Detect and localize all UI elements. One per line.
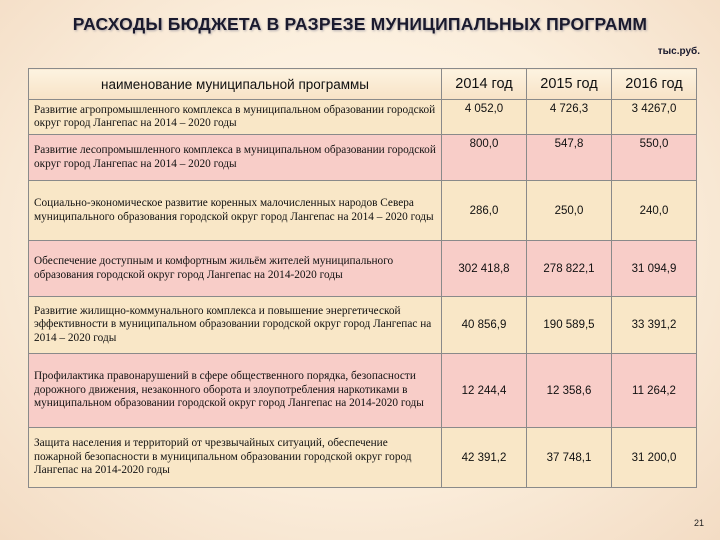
value-2014: 42 391,2 (442, 428, 527, 488)
page-title: РАСХОДЫ БЮДЖЕТА В РАЗРЕЗЕ МУНИЦИПАЛЬНЫХ ПРОГРАММ (72, 14, 648, 34)
value-2015: 278 822,1 (527, 241, 612, 297)
table-row (29, 135, 697, 181)
program-name: Защита населения и территорий от чрезвычайных ситуаций, обеспечение пожарной безопасности в муниципальном образовании городской округ город Лангепас на 2014-2020 годы (29, 428, 442, 488)
table-header-row (29, 69, 697, 100)
header-2015: 2015 год (527, 69, 612, 100)
value-2014: 4 052,0 (442, 100, 527, 135)
program-name: Профилактика правонарушений в сфере общественного порядка, безопасности дорожного движения, незаконного оборота и злоупотребления наркотиками в муниципальном образовании городской округ город Лангепас на 2014-2020 годы (29, 354, 442, 428)
value-2015: 190 589,5 (527, 297, 612, 354)
table-row (29, 241, 697, 297)
program-name: Социально-экономическое развитие коренных малочисленных народов Севера муниципального образования городской округ город Лангепас на 2014 – 2020 годы (29, 181, 442, 241)
value-2015: 37 748,1 (527, 428, 612, 488)
table-row (29, 100, 697, 135)
table-row (29, 297, 697, 354)
value-2016: 550,0 (612, 135, 697, 181)
page-number: 21 (693, 518, 704, 528)
value-2014: 286,0 (442, 181, 527, 241)
budget-table (28, 68, 697, 488)
units-label: тыс.руб. (657, 46, 700, 57)
value-2014: 302 418,8 (442, 241, 527, 297)
value-2015: 12 358,6 (527, 354, 612, 428)
value-2016: 11 264,2 (612, 354, 697, 428)
program-name: Развитие лесопромышленного комплекса в муниципальном образовании городской округ город Лангепас на 2014 – 2020 годы (29, 135, 442, 181)
value-2016: 31 200,0 (612, 428, 697, 488)
program-name: Обеспечение доступным и комфортным жильём жителей муниципального образования городской округ город Лангепас на 2014-2020 годы (29, 241, 442, 297)
value-2016: 240,0 (612, 181, 697, 241)
program-name: Развитие агропромышленного комплекса в муниципальном образовании городской округ город Лангепас на 2014 – 2020 годы (29, 100, 442, 135)
header-2016: 2016 год (612, 69, 697, 100)
program-name: Развитие жилищно-коммунального комплекса и повышение энергетической эффективности в муниципальном образовании городской округ город Лангепас на 2014 – 2020 годы (29, 297, 442, 354)
value-2016: 33 391,2 (612, 297, 697, 354)
value-2014: 40 856,9 (442, 297, 527, 354)
value-2014: 800,0 (442, 135, 527, 181)
value-2015: 547,8 (527, 135, 612, 181)
table-row (29, 428, 697, 488)
value-2015: 4 726,3 (527, 100, 612, 135)
header-2014: 2014 год (442, 69, 527, 100)
value-2016: 31 094,9 (612, 241, 697, 297)
table-row (29, 181, 697, 241)
value-2016: 3 4267,0 (612, 100, 697, 135)
table-row (29, 354, 697, 428)
header-program-name: наименование муниципальной программы (29, 69, 442, 100)
value-2015: 250,0 (527, 181, 612, 241)
value-2014: 12 244,4 (442, 354, 527, 428)
